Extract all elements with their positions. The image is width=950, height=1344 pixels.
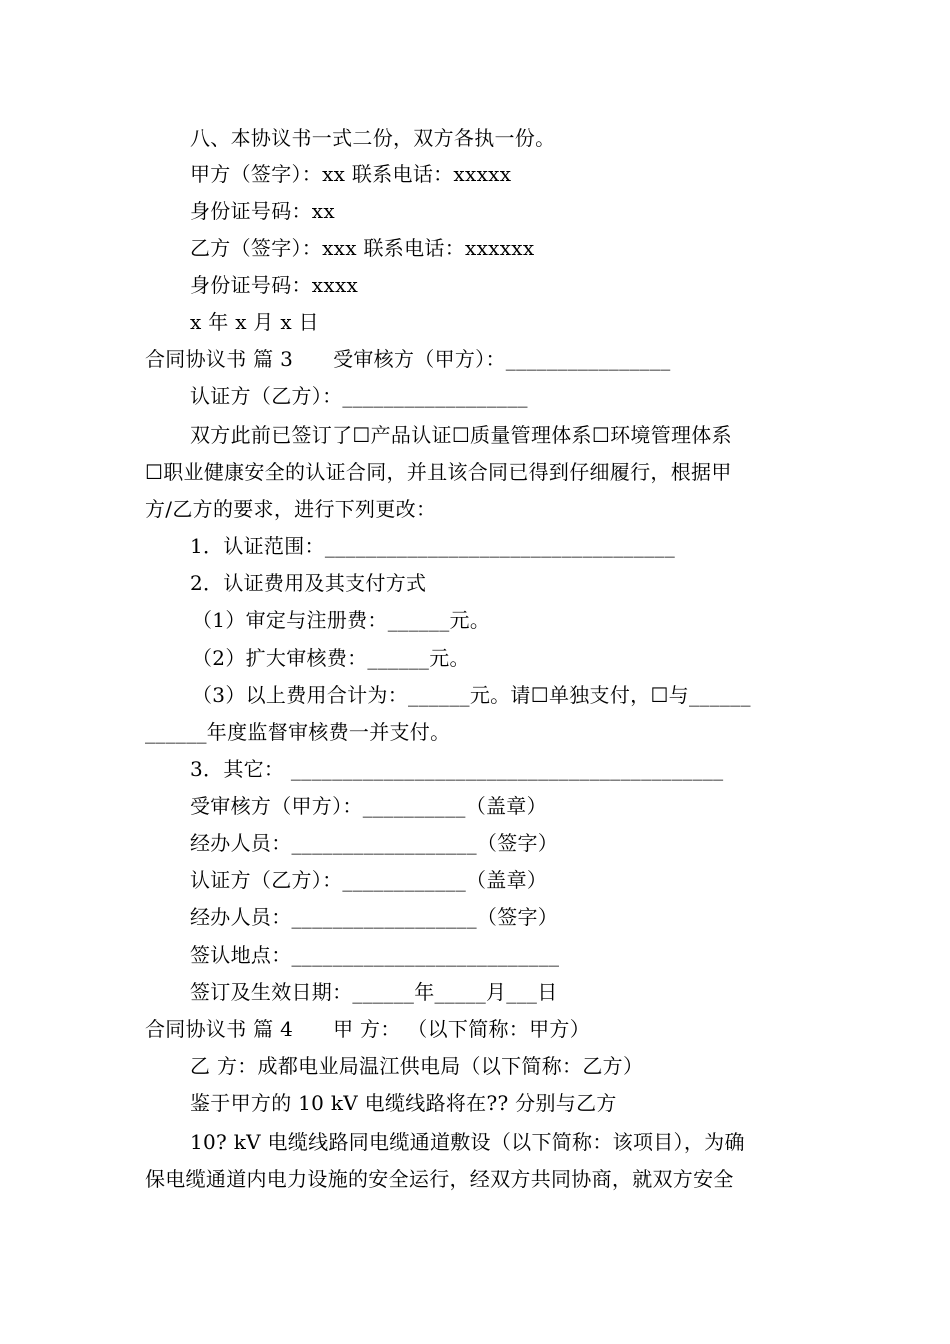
party-a-id-line: 身份证号码：xx [190, 199, 335, 223]
handler-signature-line: 经办人员：__________________（签字） [190, 831, 559, 855]
certifier-seal-line: 认证方（乙方）：____________（盖章） [190, 868, 548, 892]
certification-scope-line: 1．认证范围：__________________________________ [190, 534, 676, 558]
certifier-party-line: 认证方（乙方）：__________________ [190, 384, 528, 408]
other-line: 3．其它： __________________________________________ [190, 757, 724, 781]
paragraph-line: ☐职业健康安全的认证合同，并且该合同已得到仔细履行，根据甲 [145, 460, 732, 484]
party-b-name-line: 乙 方：成都电业局温江供电局（以下简称：乙方） [190, 1054, 644, 1078]
effective-date-line: 签订及生效日期：______年_____月___日 [190, 980, 558, 1004]
fee-item-3: （3）以上费用合计为：______元。请☐单独支付，☐与______ [192, 683, 751, 707]
clause-eight: 八、本协议书一式二份，双方各执一份。 [190, 126, 556, 150]
party-b-signature-line: 乙方（签字）：xxx 联系电话：xxxxxx [190, 236, 535, 260]
paragraph-line: 10? kV 电缆线路同电缆通道敷设（以下简称：该项目），为确 [190, 1130, 745, 1154]
party-a-signature-line: 甲方（签字）：xx 联系电话：xxxxx [190, 162, 512, 186]
fee-item-2: （2）扩大审核费：______元。 [192, 646, 470, 670]
date-line: x 年 x 月 x 日 [190, 310, 319, 334]
party-b-id-line: 身份证号码：xxxx [190, 273, 359, 297]
section-heading-4: 合同协议书 篇 4 甲 方： （以下简称：甲方） [145, 1017, 590, 1041]
paragraph-line: 双方此前已签订了☐产品认证☐质量管理体系☐环境管理体系 [190, 423, 732, 447]
signing-location-line: 签认地点：__________________________ [190, 943, 560, 967]
fee-heading-line: 2．认证费用及其支付方式 [190, 571, 427, 595]
handler-signature-line: 经办人员：__________________（签字） [190, 905, 559, 929]
auditee-seal-line: 受审核方（甲方）：__________（盖章） [190, 794, 547, 818]
paragraph-line: 保电缆通道内电力设施的安全运行，经双方共同协商，就双方安全 [145, 1167, 734, 1191]
section-heading-3: 合同协议书 篇 3 受审核方（甲方）：________________ [145, 347, 671, 371]
paragraph-line: 鉴于甲方的 10 kV 电缆线路将在?? 分别与乙方 [190, 1091, 617, 1115]
paragraph-line: 方/乙方的要求，进行下列更改： [145, 497, 437, 521]
fee-item-1: （1）审定与注册费：______元。 [192, 608, 491, 632]
fee-item-3-continued: ______年度监督审核费一并支付。 [145, 720, 451, 744]
